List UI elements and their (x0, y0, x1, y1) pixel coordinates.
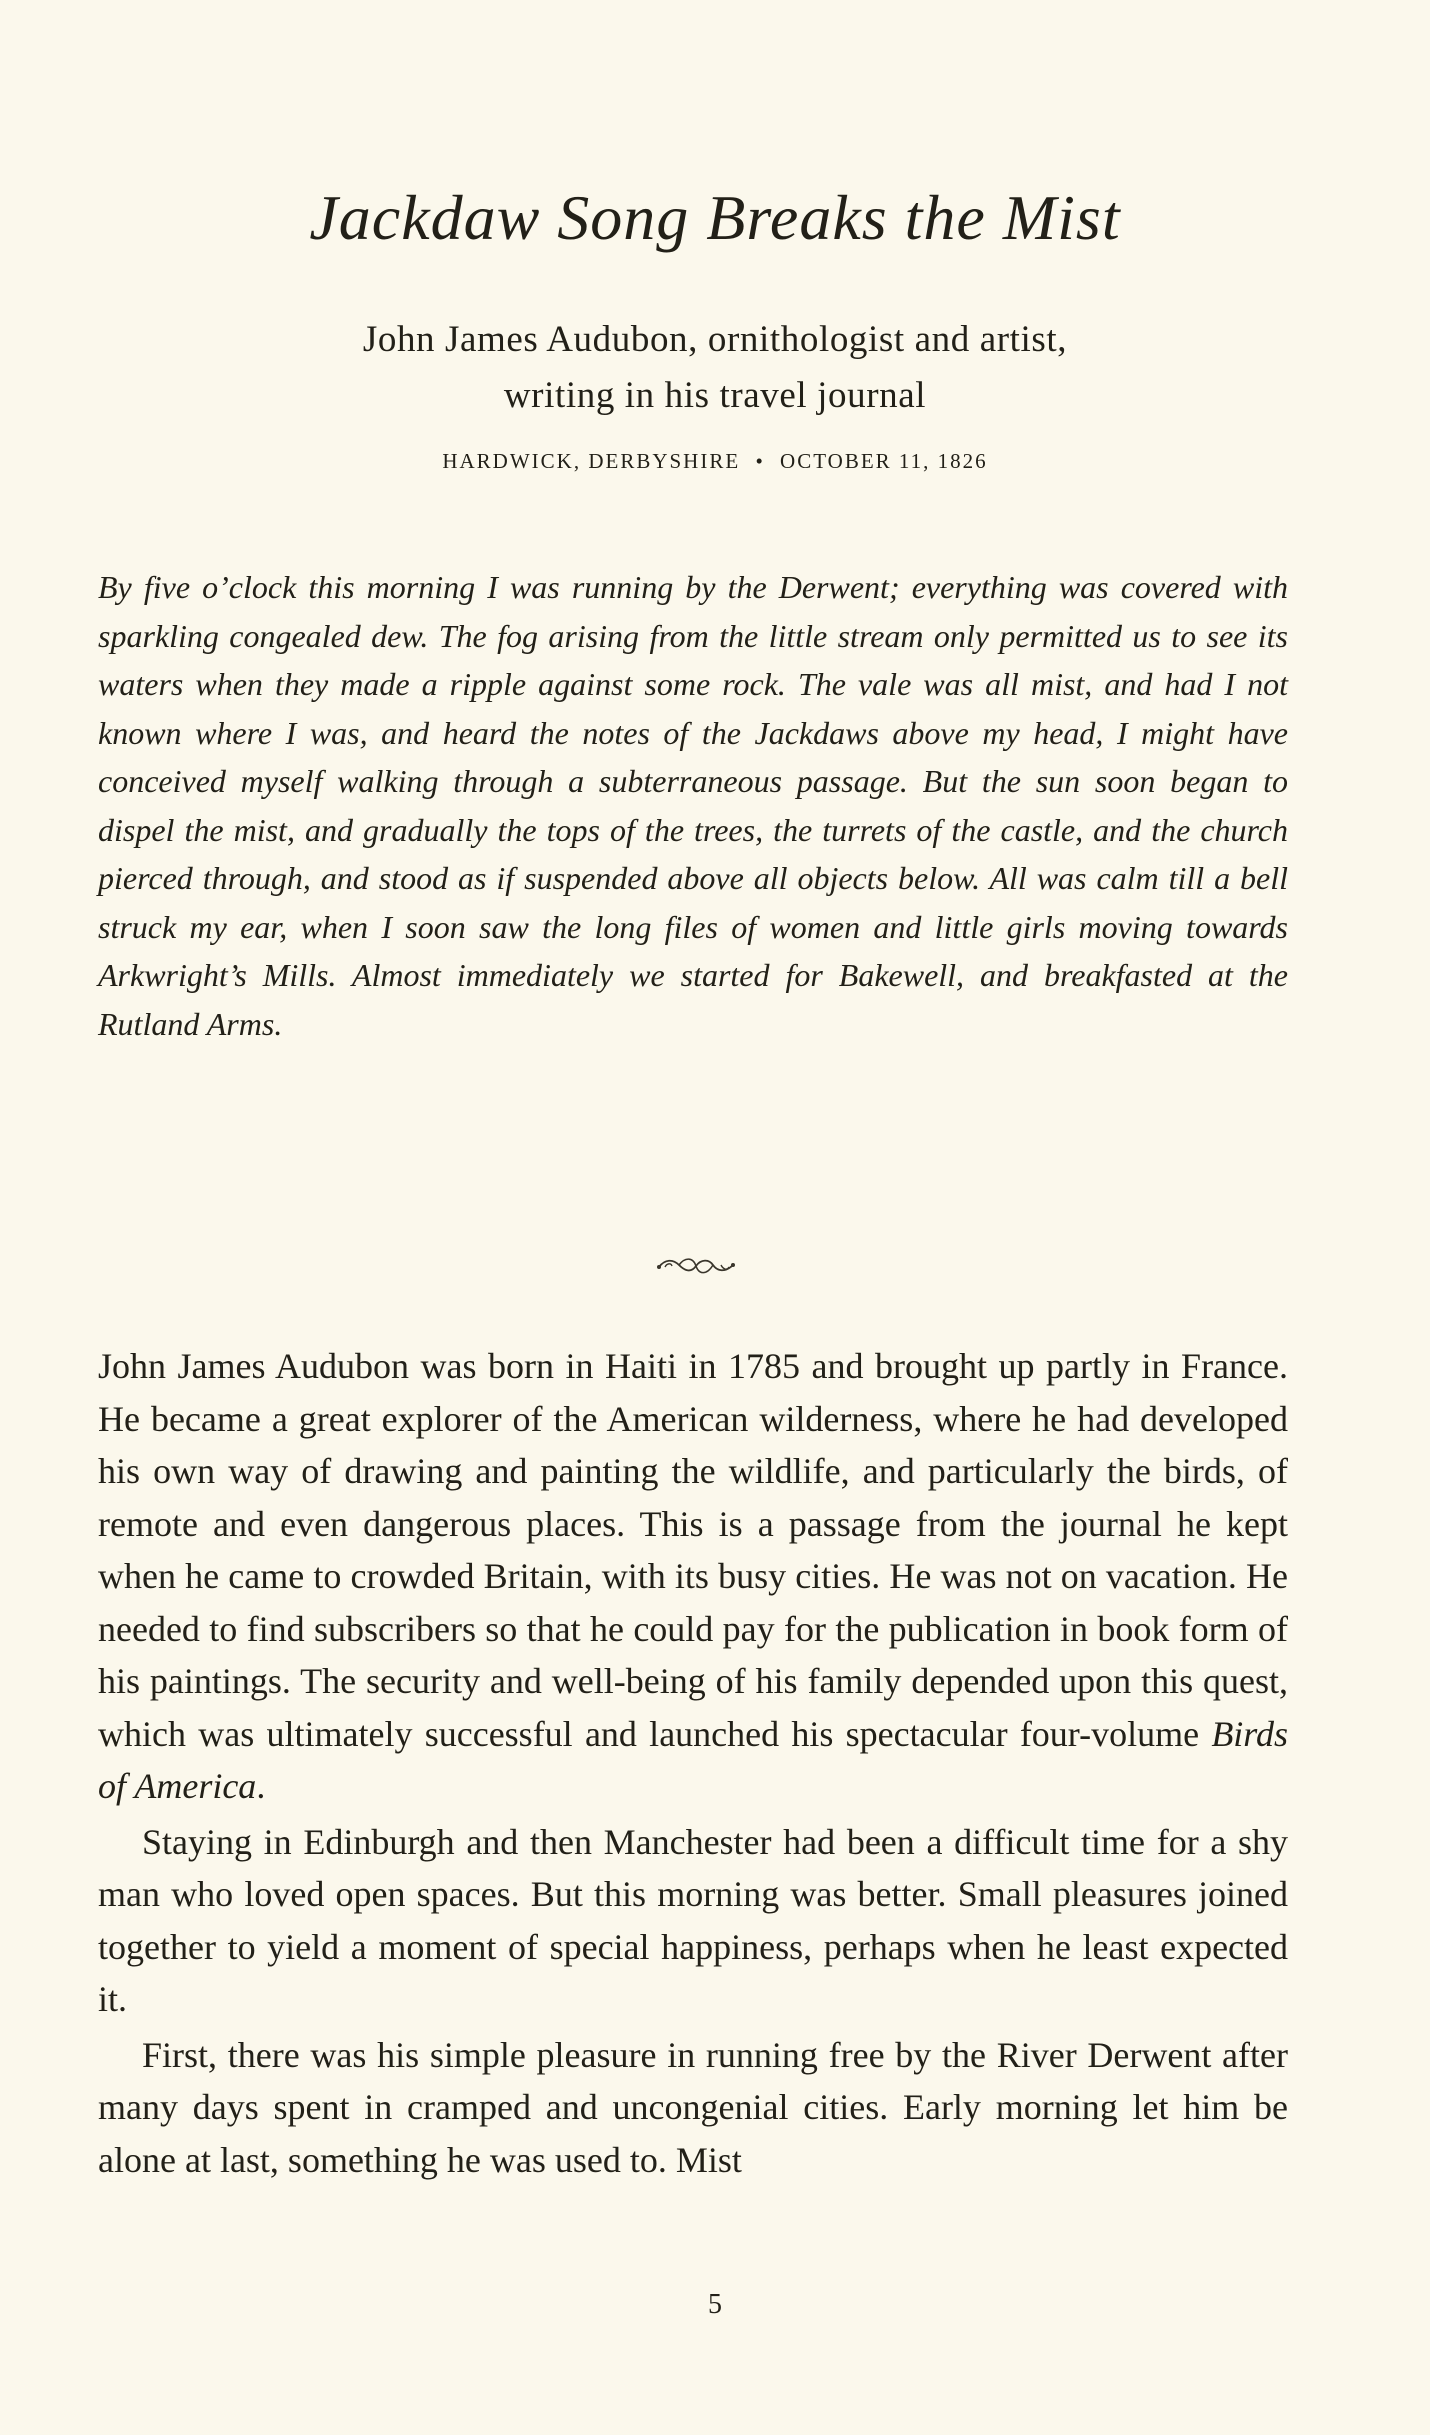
dateline-place: HARDWICK, DERBYSHIRE (442, 449, 741, 473)
body-paragraph-1 (98, 1340, 1288, 1813)
book-title: Birds of America (98, 1713, 1288, 1806)
dateline-date: OCTOBER 11, 1826 (780, 449, 988, 473)
subtitle-line-1: John James Audubon, ornithologist and artist, (362, 319, 1068, 360)
journal-entry: By five o’clock this morning I was running by the Derwent; everything was covered with sparkling congealed dew. The fog arising from the little stream only permitted us to see its waters when they made a ripple against some rock. The vale was all mist, and had I not known where I was, and heard the notes of the Jackdaws above my head, I might have conceived myself walking through a subterraneous passage. But the sun soon began to dispel the mist, and gradually the tops of the trees, the turrets of the castle, and the church pierced through, and stood as if suspended above all objects below. All was calm till a bell struck my ear, when I soon saw the long files of women and little girls moving towards Arkwright’s Mills. Almost immediately we started for Bakewell, and breakfasted at the Rutland Arms. (98, 569, 1288, 1042)
dateline (0, 446, 1430, 476)
body-paragraph-2: Staying in Edinburgh and then Manchester had been a difficult time for a shy man who loved open spaces. But this morning was better. Small pleasures joined together to yield a moment of special happiness, perhaps when he least expected it. (98, 1821, 1288, 2019)
subtitle-line-2: writing in his travel journal (503, 375, 927, 416)
chapter-subtitle (0, 312, 1430, 424)
body-paragraph-1-end: . (256, 1766, 266, 1806)
dateline-separator: • (755, 449, 765, 473)
ornament-icon (655, 1253, 737, 1279)
body-paragraph-3: First, there was his simple pleasure in running free by the River Derwent after many days spent in cramped and uncongenial cities. Early morning let him be alone at last, something he was used to. Mist (98, 2034, 1288, 2180)
chapter-title: Jackdaw Song Breaks the Mist (309, 182, 1121, 253)
commentary-body (98, 1340, 1288, 2189)
page-number: 5 (708, 2289, 722, 2320)
body-paragraph-1-text: John James Audubon was born in Haiti in 1785 and brought up partly in France. He became a great explorer of the American wilderness, where he had developed his own way of drawing and painting the wildlife, and particularly the birds, of remote and even dangerous places. This is a passage from the journal he kept when he came to crowded Britain, with its busy cities. He was not on vacation. He needed to find subscribers so that he could pay for the publication in book form of his paintings. The security and well-being of his family depended upon this quest, which was ultimately successful and launched his spectacular four-volume (98, 1346, 1288, 1754)
